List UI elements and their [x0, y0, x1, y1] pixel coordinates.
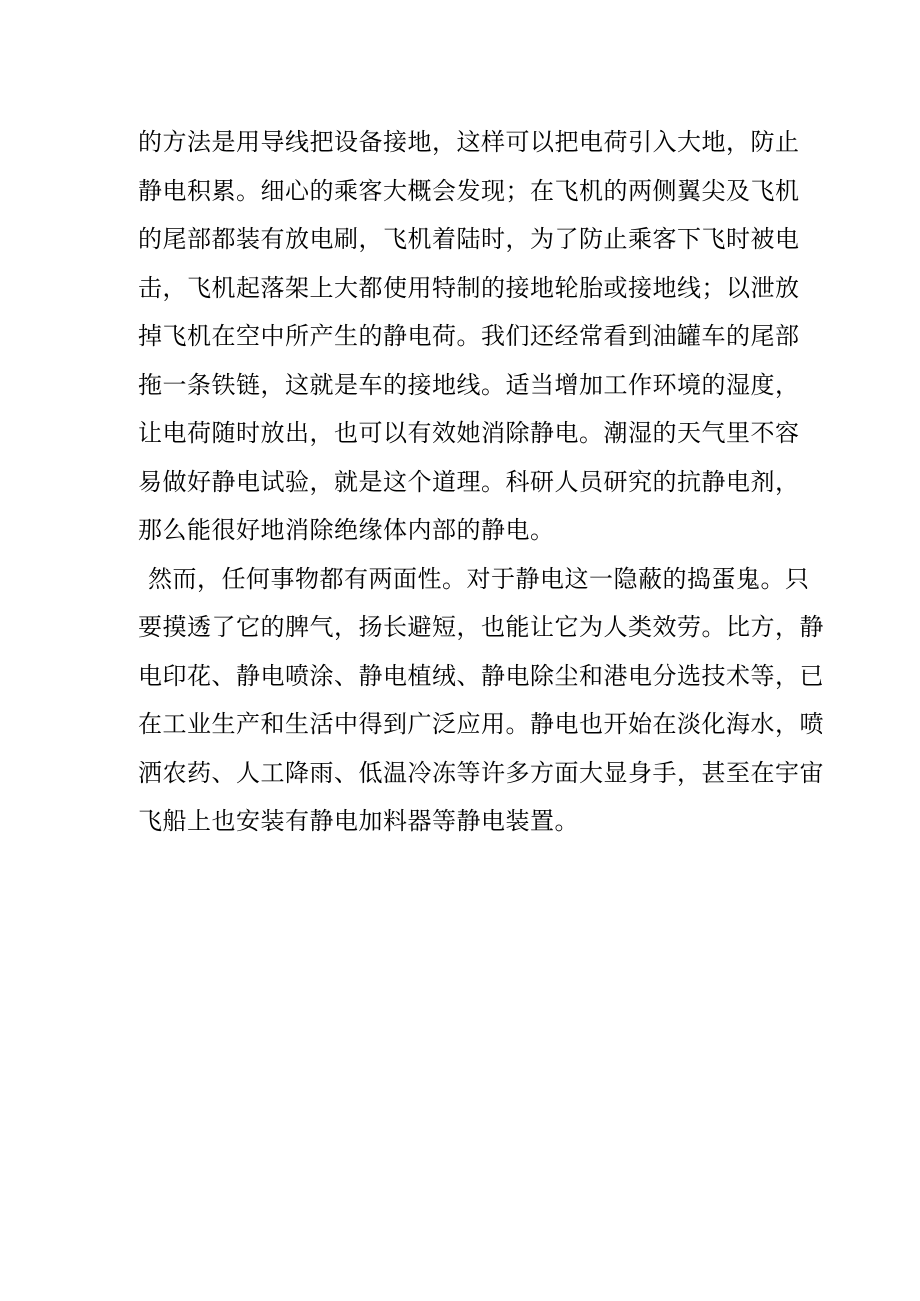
text-line: 洒农药、人工降雨、低温冷冻等许多方面大显身手，甚至在宇宙 — [138, 758, 824, 787]
text-line: 然而，任何事物都有两面性。对于静电这一隐蔽的捣蛋鬼。只 — [148, 564, 810, 593]
text-line: 飞船上也安装有静电加料器等静电装置。 — [138, 807, 579, 835]
text-line: 让电荷随时放出，也可以有效她消除静电。潮湿的天气里不容 — [138, 419, 800, 447]
text-line: 在工业生产和生活中得到广泛应用。静电也开始在淡化海水，喷 — [138, 710, 824, 738]
text-line: 易做好静电试验，就是这个道理。科研人员研究的抗静电剂， — [138, 467, 800, 496]
text-line: 掉飞机在空中所产生的静电荷。我们还经常看到油罐车的尾部 — [138, 322, 800, 350]
paragraph-applications — [138, 555, 824, 846]
text-line: 的方法是用导线把设备接地，这样可以把电荷引入大地，防止 — [138, 128, 800, 156]
text-line: 击，飞机起落架上大都使用特制的接地轮胎或接地线；以泄放 — [138, 273, 800, 302]
text-line: 要摸透了它的脾气，扬长避短，也能让它为人类效劳。比方，静 — [138, 613, 824, 641]
text-line: 拖一条铁链，这就是车的接地线。适当增加工作环境的湿度， — [138, 370, 800, 399]
document-body — [138, 118, 824, 846]
text-line: 那么能很好地消除绝缘体内部的静电。 — [138, 516, 555, 544]
paragraph-grounding — [138, 118, 798, 555]
text-line: 静电积累。细心的乘客大概会发现；在飞机的两侧翼尖及飞机 — [138, 176, 800, 205]
text-line: 电印花、静电喷涂、静电植绒、静电除尘和港电分选技术等，已 — [138, 661, 824, 690]
text-line: 的尾部都装有放电刷，飞机着陆时，为了防止乘客下飞时被电 — [138, 225, 800, 253]
